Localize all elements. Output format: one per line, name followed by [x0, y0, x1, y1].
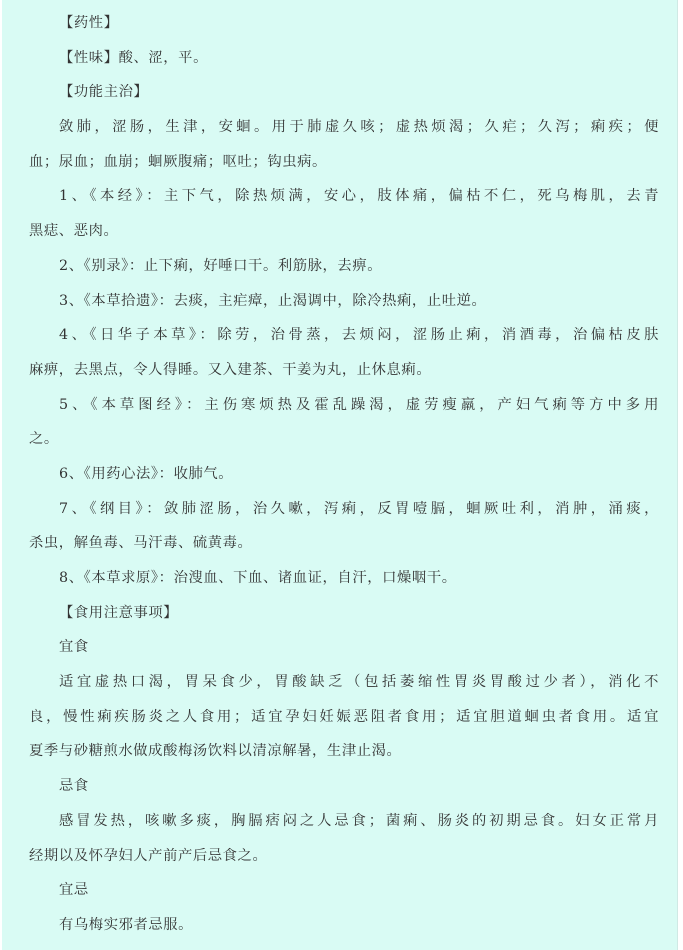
section-heading-gongneng: 【功能主治】 — [59, 84, 149, 101]
subheading-jishi: 忌食 — [59, 778, 89, 795]
yishi-paragraph-line: 适宜虚热口渴，胃呆食少，胃酸缺乏（包括萎缩性胃炎胃酸过少者），消化不 — [59, 674, 659, 691]
citation-4-line: 4、《日华子本草》：除劳，治骨蒸，去烦闷，涩肠止痢，消酒毒，治偏枯皮肤 — [59, 327, 659, 344]
citation-5-line: 5、《本草图经》：主伤寒烦热及霍乱躁渴，虚劳瘦羸，产妇气痢等方中多用 — [59, 396, 659, 413]
xingwei-text: 【性味】酸、涩，平。 — [59, 49, 208, 66]
citation-7-line: 杀虫，解鱼毒、马汗毒、硫黄毒。 — [29, 535, 253, 552]
citation-6-line: 6、《用药心法》：收肺气。 — [59, 465, 234, 482]
citation-2-line: 2、《别录》：止下痢，好唾口干。利筋脉，去痹。 — [59, 257, 383, 274]
yishi-paragraph-line: 良，慢性痢疾肠炎之人食用；适宜孕妇妊娠恶阻者食用；适宜胆道蛔虫者食用。适宜 — [29, 708, 659, 725]
jishi-paragraph-line: 经期以及怀孕妇人产前产后忌食之。 — [29, 847, 268, 864]
citation-1-line: 1、《本经》：主下气，除热烦满，安心，肢体痛，偏枯不仁，死乌梅肌，去青 — [59, 188, 659, 205]
jishi-paragraph-line: 感冒发热，咳嗽多痰，胸膈痞闷之人忌食；菌痢、肠炎的初期忌食。妇女正常月 — [59, 812, 659, 829]
citation-7-line: 7、《纲目》：敛肺涩肠，治久嗽，泻痢，反胃噎膈，蛔厥吐利，消肿，涌痰， — [59, 500, 659, 517]
article-page — [2, 0, 678, 950]
subheading-yiji: 宜忌 — [59, 882, 89, 899]
section-heading-yaoxing: 【药性】 — [59, 15, 119, 31]
citation-4-line: 麻痹，去黑点，令人得睡。又入建茶、干姜为丸，止休息痢。 — [29, 361, 432, 378]
yiji-paragraph-line: 有乌梅实邪者忌服。 — [59, 916, 194, 933]
subheading-yishi: 宜食 — [59, 639, 89, 656]
citation-5-line: 之。 — [29, 431, 59, 448]
citation-8-line: 8、《本草求原》：治溲血、下血、诸血证，自汗，口燥咽干。 — [59, 570, 457, 586]
gongneng-paragraph-line: 敛肺，涩肠，生津，安蛔。用于肺虚久咳；虚热烦渴；久疟；久泻；痢疾；便 — [59, 119, 659, 136]
citation-1-line: 黑痣、恶肉。 — [29, 223, 119, 240]
citation-3-line: 3、《本草拾遗》：去痰，主疟瘴，止渴调中，除冷热痢，止吐逆。 — [59, 292, 487, 309]
section-heading-shiyong: 【食用注意事项】 — [59, 604, 179, 621]
gongneng-paragraph-line: 血；尿血；血崩；蛔厥腹痛；呕吐；钩虫病。 — [29, 153, 327, 170]
yishi-paragraph-line: 夏季与砂糖煎水做成酸梅汤饮料以清凉解暑，生津止渴。 — [29, 743, 402, 760]
